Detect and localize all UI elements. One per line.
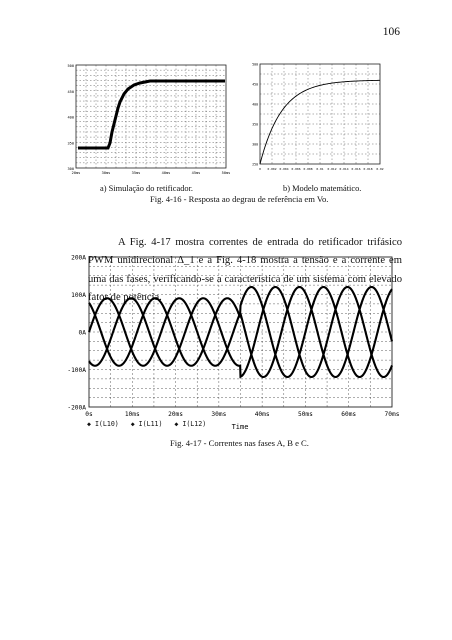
legend-item-l10: ◆ I(L10) [87,420,119,428]
tick-label: 0.014 [339,167,349,171]
tick-label: 300 [252,142,258,147]
tick-label: 35ms [131,171,141,175]
tick-label: 350 [252,122,258,127]
y-tick-label: -100A [67,367,86,374]
tick-label: 50ms [221,171,231,175]
fig-4-16-left-plot [60,60,230,185]
x-tick-label: 30ms [211,411,227,418]
tick-label: 20ms [71,171,81,175]
paragraph-text: A Fig. 4-17 mostra correntes de entrada do retificador trifásico PWM unidirecional Δ_1 e a Fig. 4-18 mostra a tensão e a corrente em uma das fases, verificando-se a característica de um sistema com elevado fator de potência. [88,237,402,304]
fig-4-17-chart [56,252,401,431]
legend-label-l12: I(L12) [182,420,207,428]
fig-4-16-right-caption: b) Modelo matemático. [283,184,362,193]
tick-label: 0.02 [376,167,384,171]
tick-label: 45ms [191,171,201,175]
chart-legend [87,420,206,428]
tick-label: 350 [67,141,74,146]
tick-label: 500 [67,64,74,68]
legend-item-l11: ◆ I(L11) [130,420,163,428]
tick-label: 40ms [161,171,171,175]
tick-label: 0.016 [351,167,361,171]
fig-4-16-left-curve [78,81,225,148]
fig-4-16-caption: Fig. 4-16 - Resposta ao degrau de referência em Vo. [150,194,329,204]
x-tick-label: 20ms [168,411,184,418]
y-tick-label: 100A [71,292,86,299]
tick-label: 400 [67,115,74,120]
y-tick-label: 0A [78,329,86,337]
tick-label: 0.012 [327,167,337,171]
tick-label: 0.01 [316,167,324,171]
fig-4-16-left-caption: a) Simulação do retificador. [100,184,194,193]
legend-label-l11: I(L11) [138,420,163,428]
x-tick-label: 70ms [384,411,400,418]
x-axis-label: Time [231,423,249,431]
legend-label-l10: I(L10) [94,420,119,428]
tick-label: 0.004 [279,167,289,171]
tick-label: 0.002 [267,167,277,171]
tick-label: 0.018 [363,167,373,171]
fig-4-16-right-plot [250,62,385,187]
y-tick-label: -200A [67,404,86,412]
tick-label: 0.008 [303,167,313,171]
tick-label: 500 [252,62,258,67]
tick-label: 30ms [101,171,111,175]
x-tick-label: 50ms [297,411,313,418]
tick-label: 400 [252,102,258,107]
page-number: 106 [382,26,400,38]
fig-4-17-caption: Fig. 4-17 - Correntes nas fases A, B e C. [170,438,309,448]
tick-label: 0.006 [291,167,301,171]
tick-label: 0 [259,167,261,171]
legend-item-l12: ◆ I(L12) [174,420,207,428]
tick-label: 250 [252,162,258,167]
y-tick-label: 200A [71,254,86,262]
x-tick-label: 0s [85,411,93,418]
x-tick-label: 10ms [124,411,140,418]
x-tick-label: 60ms [341,411,357,418]
x-tick-label: 40ms [254,411,270,418]
tick-label: 450 [252,82,258,87]
tick-label: 450 [67,89,74,94]
tick-label: 300 [67,167,74,171]
